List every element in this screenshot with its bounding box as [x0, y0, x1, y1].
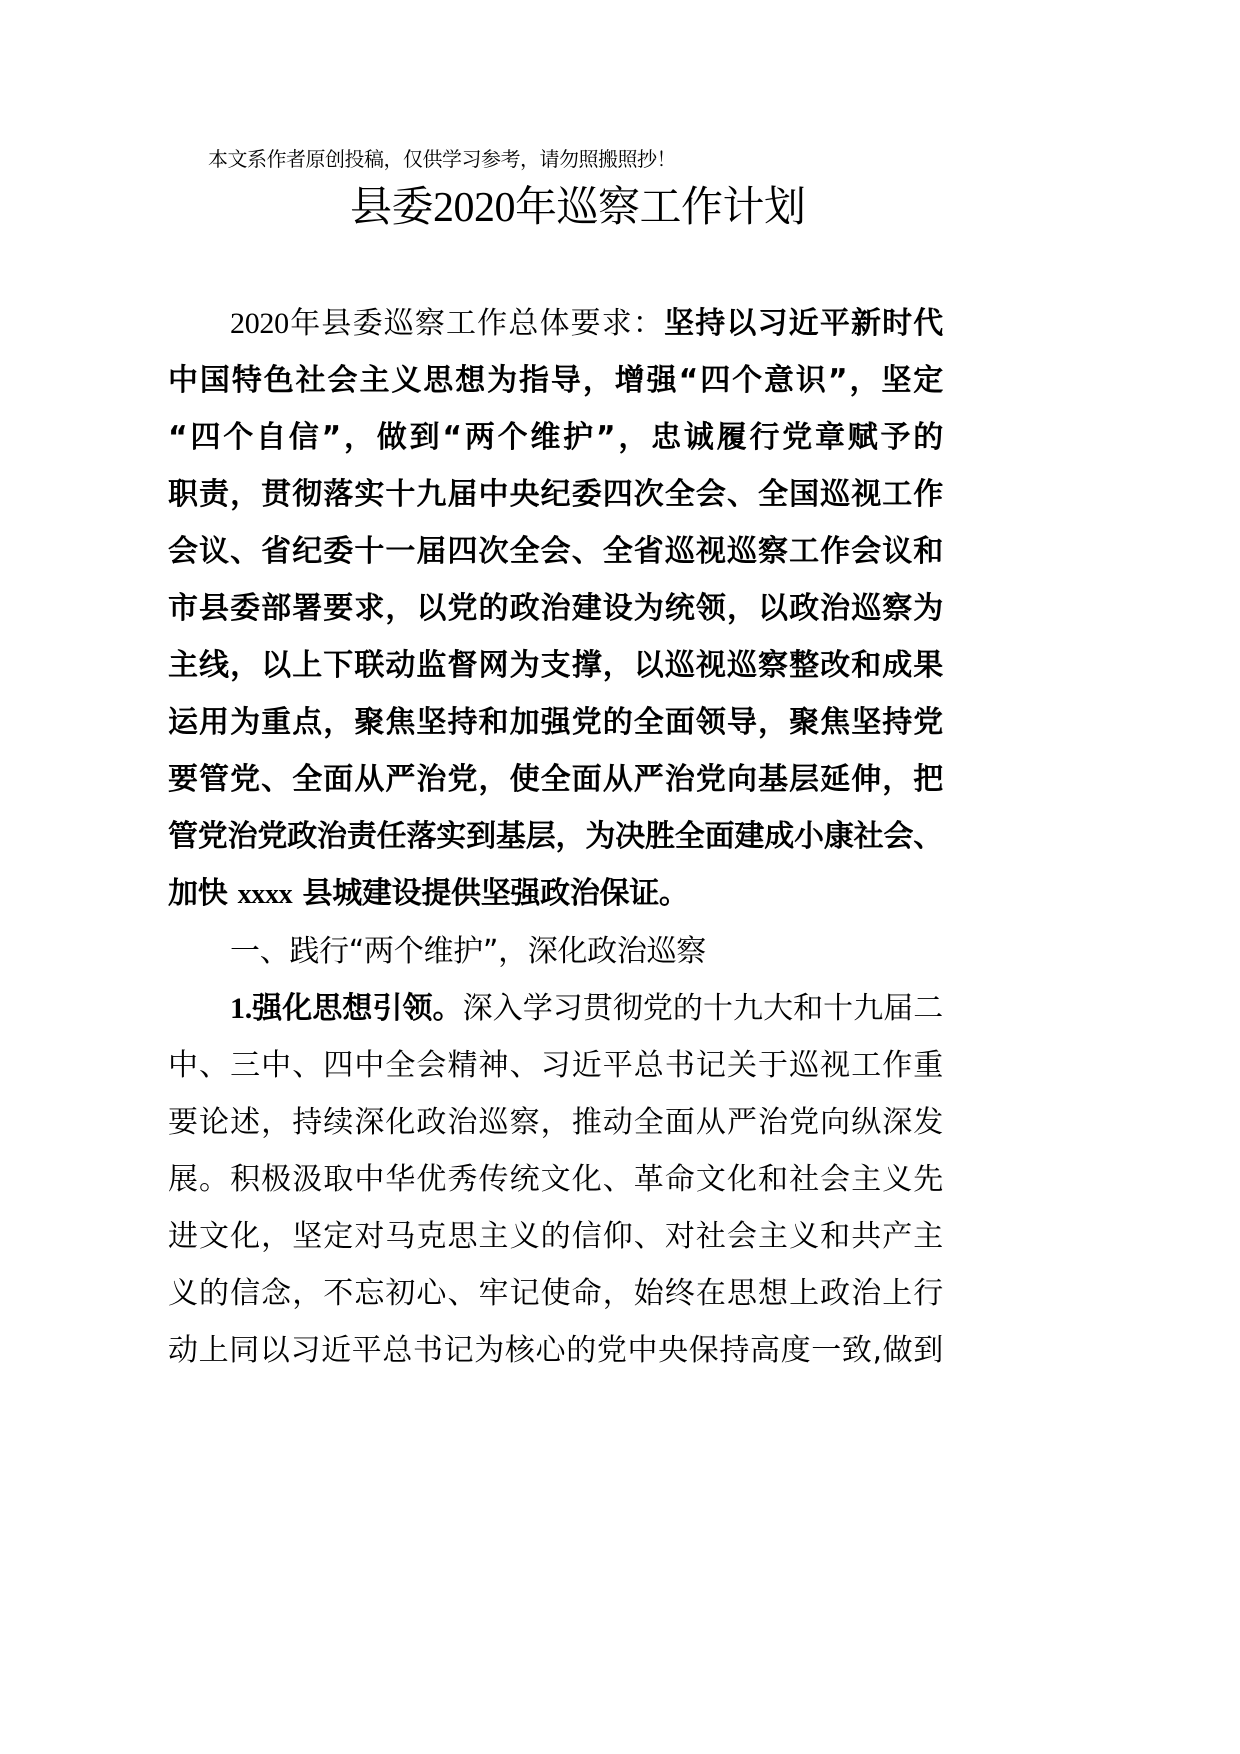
- intro-line-9: 要管党、全面从严治党，使全面从严治党向基层延伸，把: [168, 762, 943, 797]
- intro-line-8: 运用为重点，聚焦坚持和加强党的全面领导，聚焦坚持党: [168, 705, 943, 740]
- copyright-notice: 本文系作者原创投稿，仅供学习参考，请勿照搬照抄！: [208, 147, 676, 171]
- item-1-line-7: 动上同以习近平总书记为核心的党中央保持高度一致,做到: [168, 1333, 943, 1368]
- intro-line-4: 职责，贯彻落实十九届中央纪委四次全会、全国巡视工作: [168, 477, 943, 512]
- intro-line-3: “四个自信”，做到“两个维护”，忠诚履行党章赋予的: [168, 420, 943, 455]
- item-1-title: 强化思想引领。: [251, 991, 463, 1026]
- county-placeholder: xxxx: [237, 879, 293, 910]
- item-1-line-3: 要论述，持续深化政治巡察，推动全面从严治党向纵深发: [168, 1105, 943, 1140]
- intro-line-6: 市县委部署要求，以党的政治建设为统领，以政治巡察为: [168, 591, 943, 626]
- item-1-first-line-rest: 深入学习贯彻党的十九大和十九届二: [462, 991, 944, 1026]
- title-suffix: 年巡察工作计划: [515, 182, 806, 231]
- intro-line-2: 中国特色社会主义思想为指导，增强“四个意识”，坚定: [168, 363, 943, 398]
- intro-lead-text: 年县委巡察工作总体要求：: [288, 306, 665, 341]
- intro-line-5: 会议、省纪委十一届四次全会、全省巡视巡察工作会议和: [168, 534, 943, 569]
- section-1-heading: 一、践行“两个维护”，深化政治巡察: [230, 934, 706, 969]
- title-year: 2020: [433, 185, 516, 231]
- intro-line-7: 主线，以上下联动监督网为支撑，以巡视巡察整改和成果: [168, 648, 943, 683]
- intro-last-pre: 加快: [168, 876, 228, 911]
- document-title: [350, 180, 806, 235]
- intro-last-post: 县城建设提供坚强政治保证。: [302, 876, 689, 911]
- intro-line-10: 管党治党政治责任落实到基层，为决胜全面建成小康社会、: [168, 819, 943, 854]
- item-1-line-4: 展。积极汲取中华优秀传统文化、革命文化和社会主义先: [168, 1162, 943, 1197]
- intro-line-11: [168, 874, 943, 915]
- title-prefix: 县委: [350, 182, 434, 231]
- item-1-line-6: 义的信念，不忘初心、牢记使命，始终在思想上政治上行: [168, 1276, 943, 1311]
- item-1-line-1: [230, 989, 943, 1029]
- intro-line-1: [230, 304, 943, 344]
- item-1-line-2: 中、三中、四中全会精神、习近平总书记关于巡视工作重: [168, 1048, 943, 1083]
- intro-bold-text: 坚持以习近平新时代: [664, 306, 943, 341]
- item-1-line-5: 进文化，坚定对马克思主义的信仰、对社会主义和共产主: [168, 1219, 943, 1254]
- intro-lead-year: 2020: [230, 307, 289, 340]
- item-1-number: 1.: [230, 992, 252, 1025]
